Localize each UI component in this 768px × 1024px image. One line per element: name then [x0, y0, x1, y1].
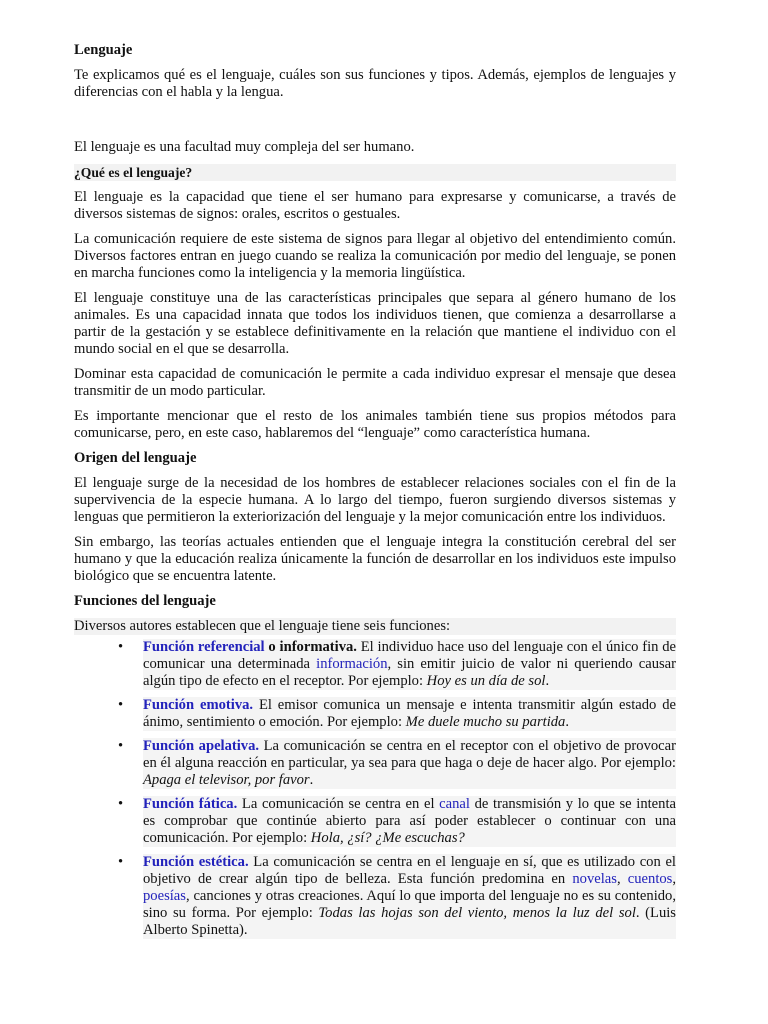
example-text: Hola, ¿sí? ¿Me escuchas?: [310, 830, 465, 846]
item-text: La comunicación se centra en el: [237, 796, 440, 812]
bullet: •: [118, 854, 124, 870]
keyword-suffix: o informativa.: [264, 639, 357, 655]
item-text: El emisor comunica un mensaje e intenta transmitir algún estado de ánimo, sentimiento o emoción. Por ejemplo:: [143, 697, 676, 730]
bullet: •: [118, 796, 124, 812]
functions-list: [74, 639, 676, 939]
image-gap: [74, 109, 676, 139]
example-text: Todas las hojas son del viento, menos la luz del sol: [318, 905, 636, 921]
section-heading-que-es: ¿Qué es el lenguaje?: [74, 164, 676, 181]
separator: ,: [672, 871, 677, 887]
paragraph: El lenguaje constituye una de las características principales que separa al género humano de los animales. Es una capacidad innata que todos los individuos tienen, que comienza a desarrollarse a partir de la gestación y se establece definitivamente en la relación que mantiene el individuo con el mundo social en el que se desarrolla.: [74, 290, 676, 357]
keyword-link[interactable]: Función estética.: [143, 854, 249, 870]
item-text: , canciones y otras creaciones. Aquí lo que importa del lenguaje no es su contenido, sino su forma. Por ejemplo:: [143, 888, 676, 921]
example-text: Me duele mucho su partida: [405, 714, 566, 730]
link-cuentos[interactable]: cuentos: [627, 871, 673, 887]
list-item-emotiva: [118, 697, 676, 731]
item-text: La comunicación se centra en el lenguaje en sí, que es utilizado con el objetivo de crear algún tipo de belleza. Esta función predomina en: [143, 854, 676, 887]
image-caption: El lenguaje es una facultad muy compleja del ser humano.: [74, 139, 415, 155]
example-text: Hoy es un día de sol: [426, 673, 546, 689]
link-informacion[interactable]: información: [316, 656, 388, 672]
link-novelas[interactable]: novelas: [572, 871, 617, 887]
bullet: •: [118, 639, 124, 655]
intro-paragraph: Te explicamos qué es el lenguaje, cuáles son sus funciones y tipos. Además, ejemplos de lenguajes y diferencias con el habla y la lengua.: [74, 67, 676, 100]
keyword-link[interactable]: Función emotiva.: [143, 697, 254, 713]
paragraph: El lenguaje surge de la necesidad de los hombres de establecer relaciones sociales con el fin de la supervivencia de la especie humana. A lo largo del tiempo, fueron surgiendo diversos sistemas y lenguas que permitieron la exteriorización del lenguaje y la mejor comunicación entre los individuos.: [74, 475, 676, 525]
keyword-link[interactable]: Función fática.: [143, 796, 238, 812]
paragraph: El lenguaje es la capacidad que tiene el ser humano para expresarse y comunicarse, a través de diversos sistemas de signos: orales, escritos o gestuales.: [74, 189, 676, 222]
item-end: .: [545, 673, 550, 689]
list-item-fatica: [118, 796, 676, 847]
item-text: La comunicación se centra en el receptor con el objetivo de provocar en él alguna reacción en particular, ya sea para que haga o deje de hacer algo. Por ejemplo:: [143, 738, 676, 771]
item-end: .: [309, 772, 314, 788]
keyword-link[interactable]: Función apelativa.: [143, 738, 260, 754]
page-title: Lenguaje: [74, 42, 133, 58]
item-end: . (Luis Alberto Spinetta).: [143, 905, 676, 938]
list-item-referencial: [118, 639, 677, 690]
section-heading-funciones: Funciones del lenguaje: [74, 593, 216, 609]
paragraph: La comunicación requiere de este sistema de signos para llegar al objetivo del entendimiento común. Diversos factores entran en juego cuando se realiza la comunicación por medio del lenguaje, se ponen en marcha funciones como la inteligencia y la memoria lingüística.: [74, 231, 676, 281]
section-heading-origen: Origen del lenguaje: [74, 450, 197, 466]
item-text: El individuo hace uso del lenguaje con el único fin de comunicar una determinada: [143, 639, 676, 672]
list-item-estetica: [118, 854, 677, 939]
separator: ,: [616, 871, 628, 887]
keyword-link[interactable]: Función referencial: [143, 639, 265, 655]
example-text: Apaga el televisor, por favor: [143, 772, 310, 788]
link-canal[interactable]: canal: [439, 796, 470, 812]
item-text: de transmisión y lo que se intenta es comprobar que continúe abierto para así poder establecer o continuar con una comunicación. Por ejemplo:: [143, 796, 676, 846]
item-text: , sin emitir juicio de valor ni queriendo causar algún tipo de efecto en el receptor. Por ejemplo:: [143, 656, 677, 689]
paragraph: Sin embargo, las teorías actuales entienden que el lenguaje integra la constitución cerebral del ser humano y que la educación realiza únicamente la función de desarrollar en los individuos este impulso biológico que se encuentra latente.: [74, 534, 676, 584]
article: [74, 42, 676, 946]
list-item-apelativa: [118, 738, 676, 789]
functions-intro: Diversos autores establecen que el lenguaje tiene seis funciones:: [74, 618, 676, 635]
bullet: •: [118, 697, 124, 713]
paragraph: Dominar esta capacidad de comunicación le permite a cada individuo expresar el mensaje que desea transmitir de un modo particular.: [74, 366, 676, 399]
bullet: •: [118, 738, 124, 754]
paragraph: Es importante mencionar que el resto de los animales también tiene sus propios métodos para comunicarse, pero, en este caso, hablaremos del “lenguaje” como característica humana.: [74, 408, 676, 441]
link-poesias[interactable]: poesías: [143, 888, 186, 904]
item-end: .: [565, 714, 570, 730]
